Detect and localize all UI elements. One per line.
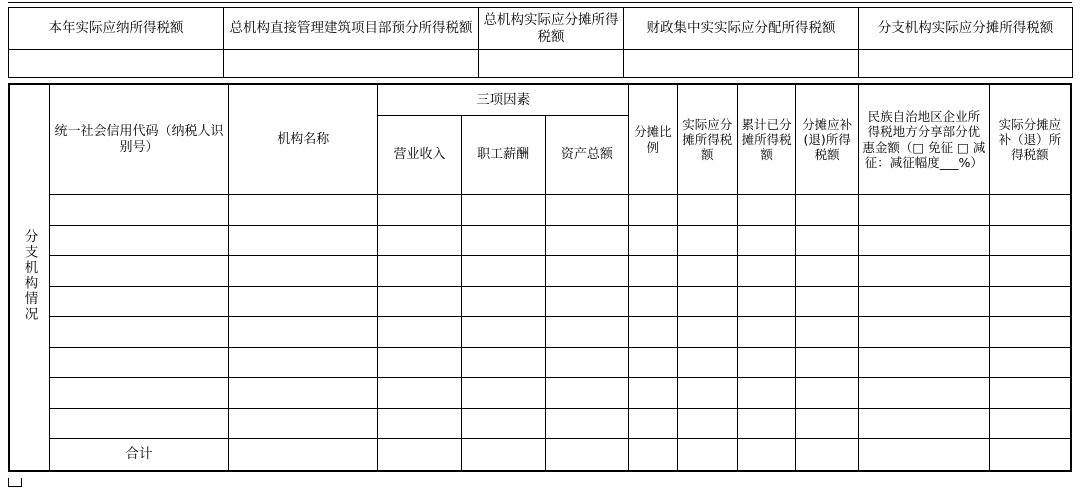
cell-ethnic-region-preference[interactable]	[858, 378, 989, 409]
table-row	[9, 195, 1071, 226]
cell-ethnic-region-preference[interactable]	[858, 225, 989, 256]
col-header-employee-salary: 职工薪酬	[461, 116, 545, 195]
cell-cumulative-allocated-tax[interactable]	[737, 408, 795, 439]
cell-total-assets[interactable]	[545, 286, 629, 317]
top-divider-rule	[8, 2, 1072, 3]
upper-value-cell-3[interactable]	[624, 50, 859, 78]
cell-total-assets[interactable]	[545, 225, 629, 256]
total-cell-institution-name[interactable]	[229, 439, 378, 472]
three-factors-group-row	[9, 84, 1071, 116]
upper-header-cell-0: 本年实际应纳所得税额	[9, 8, 224, 50]
cell-ethnic-region-preference[interactable]	[858, 408, 989, 439]
col-header-ethnic-region-preference: 民族自治地区企业所得税地方分享部分优惠金额（□ 免征 □ 减征：减征幅度___%）	[858, 84, 989, 195]
cell-employee-salary[interactable]	[461, 378, 545, 409]
upper-summary-table	[8, 7, 1073, 78]
cell-allocation-payable-refund[interactable]	[796, 347, 858, 378]
cell-institution-name[interactable]	[229, 317, 378, 348]
cell-total-assets[interactable]	[545, 317, 629, 348]
cell-actual-allocated-tax[interactable]	[677, 256, 737, 287]
total-cell-allocation-payable-refund[interactable]	[796, 439, 858, 472]
total-cell-actual-allocated-tax[interactable]	[677, 439, 737, 472]
cell-actual-allocated-tax[interactable]	[677, 195, 737, 226]
cell-allocation-ratio[interactable]	[629, 317, 677, 348]
cell-actual-payable-refund[interactable]	[989, 317, 1071, 348]
cell-actual-payable-refund[interactable]	[989, 195, 1071, 226]
cell-actual-payable-refund[interactable]	[989, 378, 1071, 409]
upper-header-cell-2: 总机构实际应分摊所得税额	[479, 8, 624, 50]
branch-section-label-text: 分支机构情况	[21, 228, 38, 322]
cell-ethnic-region-preference[interactable]	[858, 317, 989, 348]
upper-value-cell-0[interactable]	[9, 50, 224, 78]
cell-ethnic-region-preference[interactable]	[858, 256, 989, 287]
col-header-actual-allocated-tax: 实际应分摊所得税额	[677, 84, 737, 195]
table-row	[9, 225, 1071, 256]
col-header-cumulative-allocated-tax: 累计已分摊所得税额	[737, 84, 795, 195]
upper-value-row	[9, 50, 1073, 78]
cell-allocation-ratio[interactable]	[629, 286, 677, 317]
cell-actual-allocated-tax[interactable]	[677, 347, 737, 378]
table-row	[9, 408, 1071, 439]
cell-employee-salary[interactable]	[461, 286, 545, 317]
cell-institution-name[interactable]	[229, 378, 378, 409]
cell-employee-salary[interactable]	[461, 347, 545, 378]
cell-allocation-ratio[interactable]	[629, 256, 677, 287]
cell-cumulative-allocated-tax[interactable]	[737, 317, 795, 348]
col-header-actual-payable-refund: 实际分摊应补（退）所得税额	[989, 84, 1071, 195]
cell-allocation-payable-refund[interactable]	[796, 225, 858, 256]
cell-allocation-payable-refund[interactable]	[796, 408, 858, 439]
total-cell-operating-income[interactable]	[378, 439, 462, 472]
cell-employee-salary[interactable]	[461, 225, 545, 256]
cell-cumulative-allocated-tax[interactable]	[737, 225, 795, 256]
total-row-label: 合计	[49, 439, 228, 472]
table-row	[9, 347, 1071, 378]
cell-allocation-payable-refund[interactable]	[796, 317, 858, 348]
cell-total-assets[interactable]	[545, 347, 629, 378]
cell-credit-code[interactable]	[49, 256, 228, 287]
cell-institution-name[interactable]	[229, 347, 378, 378]
upper-value-cell-1[interactable]	[224, 50, 479, 78]
cell-ethnic-region-preference[interactable]	[858, 195, 989, 226]
col-group-header-three-factors: 三项因素	[378, 84, 629, 116]
upper-header-cell-1: 总机构直接管理建筑项目部预分所得税额	[224, 8, 479, 50]
cell-ethnic-region-preference[interactable]	[858, 347, 989, 378]
upper-value-cell-2[interactable]	[479, 50, 624, 78]
cell-employee-salary[interactable]	[461, 256, 545, 287]
cell-allocation-payable-refund[interactable]	[796, 286, 858, 317]
cell-operating-income[interactable]	[378, 408, 462, 439]
cell-actual-payable-refund[interactable]	[989, 225, 1071, 256]
cell-allocation-ratio[interactable]	[629, 195, 677, 226]
cell-institution-name[interactable]	[229, 195, 378, 226]
cell-operating-income[interactable]	[378, 317, 462, 348]
cell-allocation-ratio[interactable]	[629, 408, 677, 439]
cell-credit-code[interactable]	[49, 347, 228, 378]
cell-credit-code[interactable]	[49, 408, 228, 439]
cell-credit-code[interactable]	[49, 286, 228, 317]
cell-operating-income[interactable]	[378, 378, 462, 409]
cell-credit-code[interactable]	[49, 225, 228, 256]
cell-operating-income[interactable]	[378, 225, 462, 256]
cell-allocation-ratio[interactable]	[629, 347, 677, 378]
cell-institution-name[interactable]	[229, 256, 378, 287]
cell-actual-allocated-tax[interactable]	[677, 225, 737, 256]
cell-employee-salary[interactable]	[461, 408, 545, 439]
cell-operating-income[interactable]	[378, 256, 462, 287]
total-row	[9, 439, 1071, 472]
total-cell-allocation-ratio[interactable]	[629, 439, 677, 472]
cell-employee-salary[interactable]	[461, 317, 545, 348]
cell-cumulative-allocated-tax[interactable]	[737, 378, 795, 409]
cell-allocation-payable-refund[interactable]	[796, 195, 858, 226]
cell-actual-allocated-tax[interactable]	[677, 286, 737, 317]
upper-header-cell-4: 分支机构实际应分摊所得税额	[859, 8, 1073, 50]
branch-institution-table	[8, 83, 1072, 472]
cell-cumulative-allocated-tax[interactable]	[737, 286, 795, 317]
total-cell-employee-salary[interactable]	[461, 439, 545, 472]
upper-header-cell-3: 财政集中实实际应分配所得税额	[624, 8, 859, 50]
table-row	[9, 378, 1071, 409]
cell-cumulative-allocated-tax[interactable]	[737, 195, 795, 226]
col-header-institution-name: 机构名称	[229, 84, 378, 195]
total-cell-ethnic-region-preference[interactable]	[858, 439, 989, 472]
cell-total-assets[interactable]	[545, 195, 629, 226]
cell-actual-allocated-tax[interactable]	[677, 378, 737, 409]
total-cell-total-assets[interactable]	[545, 439, 629, 472]
cell-actual-allocated-tax[interactable]	[677, 317, 737, 348]
cell-ethnic-region-preference[interactable]	[858, 286, 989, 317]
cell-operating-income[interactable]	[378, 195, 462, 226]
cell-actual-payable-refund[interactable]	[989, 347, 1071, 378]
col-header-allocation-ratio: 分摊比例	[629, 84, 677, 195]
col-header-operating-income: 营业收入	[378, 116, 462, 195]
cell-operating-income[interactable]	[378, 347, 462, 378]
cell-allocation-payable-refund[interactable]	[796, 256, 858, 287]
cell-cumulative-allocated-tax[interactable]	[737, 256, 795, 287]
cell-allocation-ratio[interactable]	[629, 225, 677, 256]
cell-allocation-payable-refund[interactable]	[796, 378, 858, 409]
cell-actual-allocated-tax[interactable]	[677, 408, 737, 439]
cell-cumulative-allocated-tax[interactable]	[737, 347, 795, 378]
cell-actual-payable-refund[interactable]	[989, 256, 1071, 287]
cell-actual-payable-refund[interactable]	[989, 408, 1071, 439]
cell-allocation-ratio[interactable]	[629, 378, 677, 409]
cell-institution-name[interactable]	[229, 225, 378, 256]
table-row	[9, 286, 1071, 317]
branch-section-label	[9, 84, 49, 471]
cell-operating-income[interactable]	[378, 286, 462, 317]
table-row	[9, 256, 1071, 287]
cell-credit-code[interactable]	[49, 317, 228, 348]
cell-credit-code[interactable]	[49, 195, 228, 226]
cell-credit-code[interactable]	[49, 378, 228, 409]
cell-total-assets[interactable]	[545, 408, 629, 439]
col-header-total-assets: 资产总额	[545, 116, 629, 195]
upper-header-row	[9, 8, 1073, 50]
upper-value-cell-4[interactable]	[859, 50, 1073, 78]
cell-institution-name[interactable]	[229, 408, 378, 439]
cell-total-assets[interactable]	[545, 256, 629, 287]
col-header-credit-code: 统一社会信用代码（纳税人识别号）	[49, 84, 228, 195]
cell-institution-name[interactable]	[229, 286, 378, 317]
cell-employee-salary[interactable]	[461, 195, 545, 226]
total-cell-actual-payable-refund[interactable]	[989, 439, 1071, 472]
cell-actual-payable-refund[interactable]	[989, 286, 1071, 317]
page-bottom-mark	[8, 478, 22, 487]
cell-total-assets[interactable]	[545, 378, 629, 409]
col-header-allocation-payable-refund: 分摊应补(退)所得税额	[796, 84, 858, 195]
table-row	[9, 317, 1071, 348]
total-cell-cumulative-allocated-tax[interactable]	[737, 439, 795, 472]
